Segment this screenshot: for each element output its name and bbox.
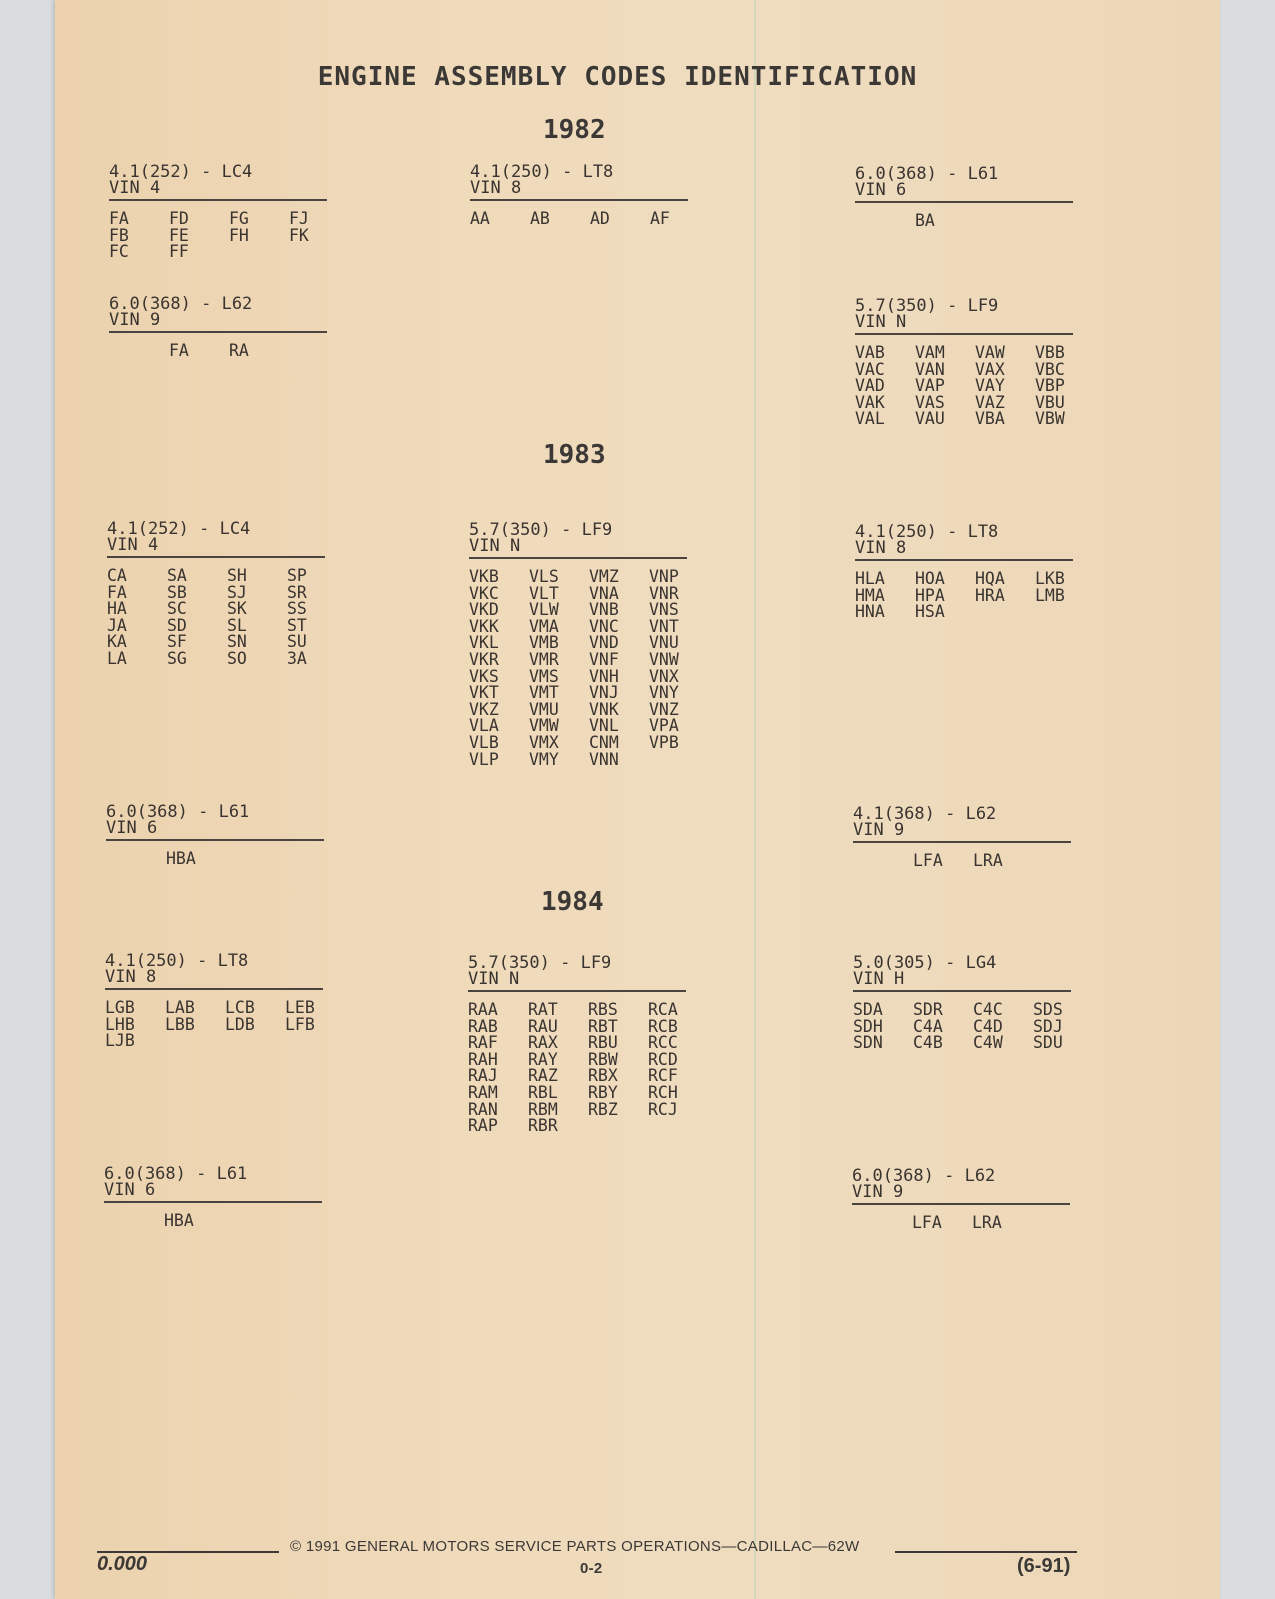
page-title-text: ENGINE ASSEMBLY CODES IDENTIFICATION [317, 62, 918, 92]
vin-code: VIN 8 [855, 538, 907, 558]
assembly-code: HQA [975, 569, 1005, 588]
assembly-code: VLA [469, 716, 499, 736]
assembly-code: RCJ [648, 1099, 678, 1119]
assembly-code: RCF [648, 1066, 678, 1086]
assembly-code: VLT [529, 583, 559, 603]
assembly-code: HRA [975, 585, 1005, 605]
year-heading-1984: 1984 [541, 887, 604, 917]
assembly-code: HLA [855, 569, 885, 588]
assembly-code: VAU [915, 409, 945, 429]
assembly-code: C4A [913, 1016, 943, 1036]
assembly-code: RBT [588, 1016, 618, 1036]
assembly-code: RAM [468, 1082, 498, 1102]
assembly-code: RAH [468, 1049, 498, 1069]
assembly-code: VAZ [975, 392, 1005, 412]
engine-block [855, 166, 1073, 230]
assembly-code: RAB [468, 1016, 498, 1036]
engine-designation: 4.1(252) - LC4 [109, 162, 253, 182]
engine-designation: 5.7(350) - LF9 [855, 296, 999, 316]
engine-header [852, 1168, 1070, 1205]
assembly-code: SDR [913, 1000, 943, 1019]
engine-block [853, 955, 1071, 1052]
assembly-code: CNM [589, 732, 619, 752]
engine-designation: 4.1(250) - LT8 [855, 522, 999, 542]
engine-header [853, 806, 1071, 843]
assembly-code: SB [167, 582, 187, 602]
assembly-code: VMY [529, 749, 559, 769]
assembly-code: FE [169, 225, 189, 245]
engine-block [468, 955, 686, 1135]
engine-block [469, 522, 687, 768]
assembly-code: LDB [225, 1014, 255, 1034]
assembly-code: LEB [285, 998, 315, 1017]
assembly-code: LHB [105, 1014, 135, 1034]
assembly-code: RCD [648, 1049, 678, 1069]
assembly-code: VKL [469, 633, 499, 653]
assembly-code: VAD [855, 376, 885, 396]
assembly-code: LFB [285, 1014, 315, 1034]
engine-header [468, 955, 686, 992]
assembly-code: VMT [529, 683, 559, 703]
engine-designation: 5.7(350) - LF9 [469, 520, 613, 540]
assembly-code-list [468, 1002, 686, 1135]
assembly-code: 3A [287, 648, 307, 668]
assembly-code: HA [107, 599, 127, 619]
assembly-code: RAY [528, 1049, 558, 1069]
engine-header [107, 521, 325, 558]
engine-designation: 6.0(368) - L61 [855, 164, 999, 184]
assembly-code: SA [167, 566, 187, 585]
assembly-code: RBR [528, 1116, 558, 1136]
assembly-code: RAZ [528, 1066, 558, 1086]
engine-header [104, 1166, 322, 1203]
footer-copyright: © 1991 GENERAL MOTORS SERVICE PARTS OPERATIONS—CADILLAC—62W [290, 1538, 860, 1555]
assembly-code: C4D [973, 1016, 1003, 1036]
assembly-code: LA [107, 648, 127, 668]
assembly-code: RAU [528, 1016, 558, 1036]
engine-block [107, 521, 325, 668]
assembly-code: SG [167, 648, 187, 668]
assembly-code: VNN [589, 749, 619, 769]
assembly-code: VBU [1035, 392, 1065, 412]
assembly-code-list [104, 1213, 322, 1230]
vin-code: VIN 9 [852, 1182, 904, 1202]
assembly-code-list [855, 213, 1073, 230]
assembly-code: FA [107, 582, 127, 602]
assembly-code: RBY [588, 1082, 618, 1102]
assembly-code: RCA [648, 1000, 678, 1019]
assembly-code: SDJ [1033, 1016, 1063, 1036]
assembly-code: VMU [529, 699, 559, 719]
assembly-code: VNS [649, 600, 679, 620]
assembly-code: VAM [915, 343, 945, 362]
assembly-code: HOA [915, 569, 945, 588]
assembly-code: VNP [649, 567, 679, 586]
vin-code: VIN H [853, 969, 905, 989]
vin-code: VIN 6 [855, 180, 907, 200]
assembly-code: C4C [973, 1000, 1003, 1019]
assembly-code: LBB [165, 1014, 195, 1034]
assembly-code: VNC [589, 616, 619, 636]
footer-rule-right [895, 1551, 1077, 1553]
engine-block [470, 164, 688, 228]
engine-designation: 4.1(250) - LT8 [105, 951, 249, 971]
assembly-code: LKB [1035, 569, 1065, 588]
assembly-code: VNX [649, 666, 679, 686]
assembly-code: VBC [1035, 359, 1065, 379]
assembly-code: FK [289, 225, 309, 245]
assembly-code: VAS [915, 392, 945, 412]
assembly-code: VAY [975, 376, 1005, 396]
assembly-code: VMA [529, 616, 559, 636]
assembly-code: VLS [529, 567, 559, 586]
assembly-code: SS [287, 599, 307, 619]
vin-code: VIN 6 [104, 1180, 156, 1200]
assembly-code: VAX [975, 359, 1005, 379]
assembly-code: VNF [589, 649, 619, 669]
assembly-code: VKT [469, 683, 499, 703]
assembly-code: VLP [469, 749, 499, 769]
assembly-code: AA [470, 209, 490, 228]
assembly-code: VAP [915, 376, 945, 396]
assembly-code: RAF [468, 1033, 498, 1053]
assembly-code: LCB [225, 998, 255, 1017]
engine-block [105, 953, 323, 1050]
assembly-code: RCH [648, 1082, 678, 1102]
engine-header [109, 164, 327, 201]
vin-code: VIN 6 [106, 818, 158, 838]
assembly-code: RBW [588, 1049, 618, 1069]
assembly-code: VNL [589, 716, 619, 736]
assembly-code: VMR [529, 649, 559, 669]
assembly-code: VMZ [589, 567, 619, 586]
assembly-code: RBL [528, 1082, 558, 1102]
assembly-code: VBP [1035, 376, 1065, 396]
assembly-code: RBM [528, 1099, 558, 1119]
assembly-code: AB [530, 209, 550, 228]
assembly-code: VAC [855, 359, 885, 379]
engine-block [855, 524, 1073, 621]
assembly-code: VNA [589, 583, 619, 603]
assembly-code: VAB [855, 343, 885, 362]
engine-header [109, 296, 327, 333]
assembly-code: FH [229, 225, 249, 245]
assembly-code: RAX [528, 1033, 558, 1053]
vin-code: VIN 8 [470, 178, 522, 198]
engine-designation: 5.0(305) - LG4 [853, 953, 997, 973]
engine-block [853, 806, 1071, 870]
assembly-code: CA [107, 566, 127, 585]
assembly-code: SJ [227, 582, 247, 602]
engine-block [109, 164, 327, 261]
assembly-code: VKS [469, 666, 499, 686]
assembly-code-list [855, 345, 1073, 428]
assembly-code: VKD [469, 600, 499, 620]
assembly-code: RAJ [468, 1066, 498, 1086]
assembly-code: FG [229, 209, 249, 228]
assembly-code: VAK [855, 392, 885, 412]
assembly-code: HBA [166, 849, 196, 868]
assembly-code: SD [167, 615, 187, 635]
assembly-code: C4B [913, 1033, 943, 1053]
vin-code: VIN N [469, 536, 521, 556]
engine-block [855, 298, 1073, 428]
assembly-code-list [107, 568, 325, 668]
assembly-code: SDS [1033, 1000, 1063, 1019]
assembly-code: FF [169, 242, 189, 262]
assembly-code: RAP [468, 1116, 498, 1136]
assembly-code: SP [287, 566, 307, 585]
engine-block [104, 1166, 322, 1230]
assembly-code-list [105, 1000, 323, 1050]
engine-header [469, 522, 687, 559]
engine-designation: 6.0(368) - L62 [109, 294, 253, 314]
assembly-code: VNH [589, 666, 619, 686]
assembly-code: VBW [1035, 409, 1065, 429]
assembly-code: SH [227, 566, 247, 585]
assembly-code: SDN [853, 1033, 883, 1053]
assembly-code: VMX [529, 732, 559, 752]
engine-designation: 6.0(368) - L61 [106, 802, 250, 822]
assembly-code: VBA [975, 409, 1005, 429]
assembly-code: RCC [648, 1033, 678, 1053]
vin-code: VIN N [855, 312, 907, 332]
engine-header [105, 953, 323, 990]
footer-left-code: 0.000 [97, 1553, 148, 1575]
assembly-code: LMB [1035, 585, 1065, 605]
vin-code: VIN 9 [109, 310, 161, 330]
assembly-code: VKK [469, 616, 499, 636]
assembly-code: RA [229, 341, 249, 360]
assembly-code: VNY [649, 683, 679, 703]
assembly-code: C4W [973, 1033, 1003, 1053]
engine-designation: 4.1(368) - L62 [853, 804, 997, 824]
assembly-code: VNZ [649, 699, 679, 719]
assembly-code: FA [109, 209, 129, 228]
assembly-code: VKR [469, 649, 499, 669]
assembly-code: VLB [469, 732, 499, 752]
engine-designation: 6.0(368) - L61 [104, 1164, 248, 1184]
assembly-code: VNJ [589, 683, 619, 703]
assembly-code-list [852, 1215, 1070, 1232]
footer-date-code: (6-91) [1017, 1555, 1071, 1577]
assembly-code: SL [227, 615, 247, 635]
assembly-code: VPA [649, 716, 679, 736]
assembly-code: BA [915, 211, 935, 230]
assembly-code-list [470, 211, 688, 228]
assembly-code: LRA [973, 851, 1003, 870]
assembly-code: RBS [588, 1000, 618, 1019]
engine-designation: 4.1(252) - LC4 [107, 519, 251, 539]
assembly-code: VAL [855, 409, 885, 429]
assembly-code: RAT [528, 1000, 558, 1019]
assembly-code: VPB [649, 732, 679, 752]
page-title [0, 62, 1275, 92]
assembly-code: HPA [915, 585, 945, 605]
assembly-code: VMS [529, 666, 559, 686]
assembly-code: VNB [589, 600, 619, 620]
engine-designation: 5.7(350) - LF9 [468, 953, 612, 973]
engine-header [853, 955, 1071, 992]
assembly-code: SDH [853, 1016, 883, 1036]
assembly-code: VLW [529, 600, 559, 620]
assembly-code: VNT [649, 616, 679, 636]
engine-header [855, 298, 1073, 335]
assembly-code: JA [107, 615, 127, 635]
assembly-code: SC [167, 599, 187, 619]
engine-designation: 4.1(250) - LT8 [470, 162, 614, 182]
assembly-code: SF [167, 632, 187, 652]
assembly-code: VNW [649, 649, 679, 669]
assembly-code: VKC [469, 583, 499, 603]
engine-header [106, 804, 324, 841]
page-fold-line [754, 0, 756, 1599]
vin-code: VIN 8 [105, 967, 157, 987]
footer-page-number: 0-2 [580, 1560, 603, 1577]
year-heading-1982: 1982 [543, 115, 606, 145]
assembly-code: SU [287, 632, 307, 652]
vin-code: VIN 4 [107, 535, 159, 555]
assembly-code: KA [107, 632, 127, 652]
engine-block [109, 296, 327, 360]
assembly-code: SN [227, 632, 247, 652]
assembly-code: LFA [912, 1213, 942, 1232]
assembly-code: RCB [648, 1016, 678, 1036]
assembly-code: FC [109, 242, 129, 262]
assembly-code: FD [169, 209, 189, 228]
assembly-code: VNK [589, 699, 619, 719]
year-heading-1983: 1983 [543, 440, 606, 470]
assembly-code: VMW [529, 716, 559, 736]
assembly-code: VAN [915, 359, 945, 379]
engine-header [855, 524, 1073, 561]
assembly-code: ST [287, 615, 307, 635]
assembly-code: VBB [1035, 343, 1065, 362]
assembly-code: LJB [105, 1031, 135, 1051]
assembly-code: VNU [649, 633, 679, 653]
assembly-code: HBA [164, 1211, 194, 1230]
vin-code: VIN 9 [853, 820, 905, 840]
engine-designation: 6.0(368) - L62 [852, 1166, 996, 1186]
assembly-code: FB [109, 225, 129, 245]
assembly-code-list [469, 569, 687, 768]
vin-code: VIN N [468, 969, 520, 989]
assembly-code: LRA [972, 1213, 1002, 1232]
assembly-code: SDA [853, 1000, 883, 1019]
assembly-code: AF [650, 209, 670, 228]
assembly-code: SR [287, 582, 307, 602]
assembly-code: AD [590, 209, 610, 228]
assembly-code-list [109, 211, 327, 261]
assembly-code: HMA [855, 585, 885, 605]
assembly-code: RBX [588, 1066, 618, 1086]
engine-header [470, 164, 688, 201]
engine-block [106, 804, 324, 868]
assembly-code: HSA [915, 602, 945, 622]
assembly-code-list [106, 851, 324, 868]
assembly-code: FA [169, 341, 189, 360]
assembly-code: LAB [165, 998, 195, 1017]
assembly-code: VND [589, 633, 619, 653]
assembly-code: HNA [855, 602, 885, 622]
assembly-code: VNR [649, 583, 679, 603]
assembly-code: SDU [1033, 1033, 1063, 1053]
assembly-code: VAW [975, 343, 1005, 362]
assembly-code: LFA [913, 851, 943, 870]
assembly-code-list [109, 343, 327, 360]
assembly-code: SK [227, 599, 247, 619]
assembly-code: SO [227, 648, 247, 668]
assembly-code-list [853, 1002, 1071, 1052]
vin-code: VIN 4 [109, 178, 161, 198]
assembly-code-list [855, 571, 1073, 621]
assembly-code: VKB [469, 567, 499, 586]
engine-header [855, 166, 1073, 203]
assembly-code-list [853, 853, 1071, 870]
assembly-code: FJ [289, 209, 309, 228]
assembly-code: RAN [468, 1099, 498, 1119]
engine-block [852, 1168, 1070, 1232]
assembly-code: LGB [105, 998, 135, 1017]
assembly-code: RBZ [588, 1099, 618, 1119]
assembly-code: VKZ [469, 699, 499, 719]
assembly-code: VMB [529, 633, 559, 653]
assembly-code: RBU [588, 1033, 618, 1053]
assembly-code: RAA [468, 1000, 498, 1019]
